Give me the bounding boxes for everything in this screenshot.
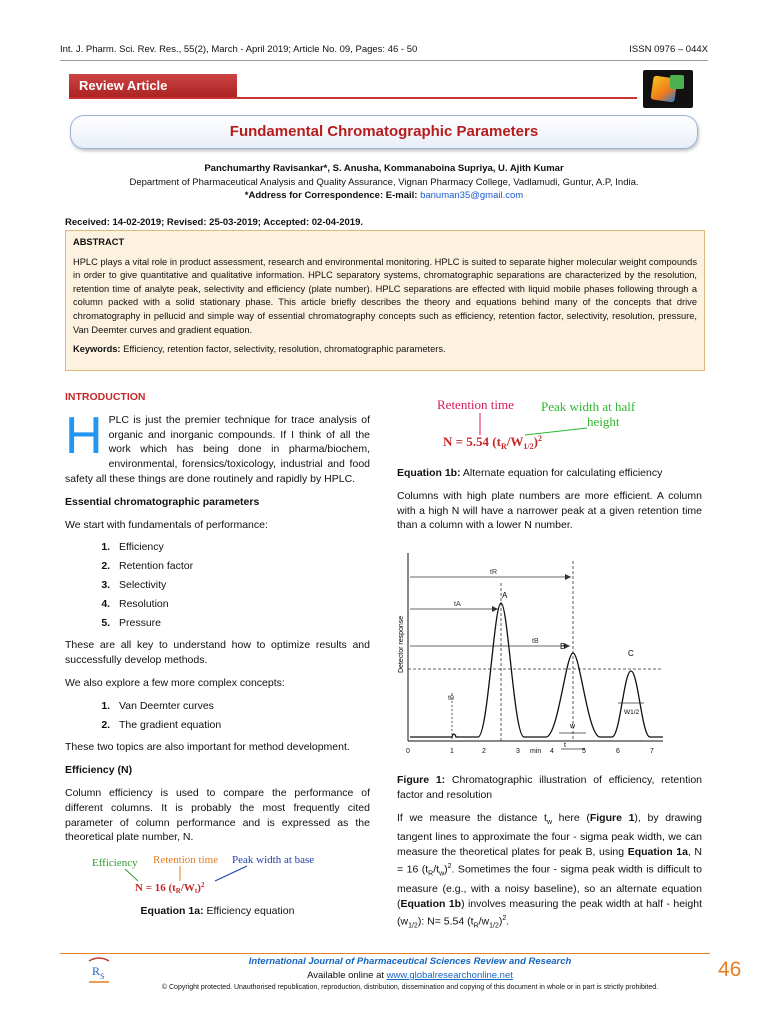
keywords-text: Efficiency, retention factor, selectivity, resolution, chromatographic parameters.: [123, 344, 446, 355]
eq1b-retention-label: Retention time: [437, 397, 514, 412]
peak-c-label: C: [628, 649, 634, 658]
peak-b-label: B: [560, 642, 566, 651]
page-number: 46: [718, 958, 742, 981]
eq1b-caption-label: Equation 1b:: [397, 467, 461, 479]
keywords: [73, 343, 697, 357]
complex-list-item: 1. Van Deemter curves: [113, 699, 370, 714]
equation-1b-figure: [397, 393, 702, 455]
eq1a-formula: N = 16 $(tR/Wt)^2$: [135, 881, 205, 896]
right-column-bottom: [397, 773, 702, 942]
footer-divider-left: [60, 953, 240, 954]
measure-t9: /w: [478, 915, 490, 928]
rs-logo-icon: [86, 955, 112, 985]
footer-divider-right: [240, 953, 710, 954]
measure-t7: ) involves measuring the peak width at half - height (w: [397, 898, 702, 928]
xtick-min: min: [530, 748, 542, 755]
journal-url-link[interactable]: www.globalresearchonline.net: [386, 970, 513, 981]
eq1a-peak-label: Peak width at base: [232, 854, 315, 867]
measure-t1: If we measure the distance t: [397, 811, 547, 824]
equation-1a-figure: [65, 853, 370, 901]
dates-text: Received: 14-02-2019; Revised: 25-03-2019; Accepted: 02-04-2019.: [65, 217, 364, 228]
xtick-4: 4: [550, 748, 554, 755]
performance-list: [65, 540, 370, 630]
article-dates: [65, 217, 363, 228]
complex-list-item: 2. The gradient equation: [113, 718, 370, 733]
measure-t2: here (: [552, 811, 590, 824]
fig-tr-label: tR: [490, 569, 497, 576]
affiliation: Department of Pharmaceutical Analysis and Quality Assurance, Vignan Pharmacy College, Vadlamudi, Guntur, A.P, India.: [129, 177, 639, 188]
correspondence: [60, 190, 708, 201]
key-text: These are all key to understand how to optimize results and successfully develop methods.: [65, 639, 370, 667]
citation: Int. J. Pharm. Sci. Rev. Res., 55(2), March - April 2019; Article No. 09, Pages: 46 - 50: [60, 44, 418, 55]
measure-eq1b-ref: Equation 1b: [400, 898, 462, 911]
start-text: We start with fundamentals of performance:: [65, 518, 268, 531]
fig-wh-label: W1/2: [624, 709, 640, 716]
measure-paragraph: If we measure the distance $t_w$ here (Figure 1), by drawing tangent lines to approximate the four - sigma peak width, we can measure the theoretical plates for peak B, using Equation 1a, N = 16 $(t_R/t_w)^2$. Sometimes the four - sigma peak width is difficult to measure (e.g., with a noisy baseline), so an alternate equation (Equation 1b) involves measuring the peak width at half - height $(w_{1/2})$: N= 5.54 $(t_R/w_{1/2})^2$.: [397, 811, 703, 930]
measure-t4: , N = 16 (t: [397, 846, 703, 876]
xtick-1: 1: [450, 748, 454, 755]
performance-list-item: 5. Pressure: [113, 616, 370, 631]
journal-logo-icon: [643, 70, 693, 108]
xtick-5: 5: [582, 748, 586, 755]
authors: Panchumarthy Ravisankar*, S. Anusha, Kommanaboina Supriya, U. Ajith Kumar: [204, 163, 564, 174]
xtick-3: 3: [516, 748, 520, 755]
figure-caption-text: Chromatographic illustration of efficiency, retention factor and resolution: [397, 774, 703, 801]
explore-text: We also explore a few more complex concepts:: [65, 676, 285, 689]
dropcap: H: [65, 406, 103, 465]
eq1a-caption-label: Equation 1a:: [140, 905, 204, 918]
article-type-underline: [69, 97, 637, 99]
measure-t5: /t: [433, 863, 440, 876]
performance-list-item: 4. Resolution: [113, 597, 370, 612]
measure-t8: ): N= 5.54 (t: [417, 915, 474, 928]
eq1b-caption: [397, 466, 702, 481]
abstract-box: [65, 230, 705, 371]
eq1b-caption-text: Alternate equation for calculating efficiency: [460, 467, 663, 479]
efficiency-text: Column efficiency is used to compare the performance of different columns. It is probably the most frequently cited parameter of column performance and is expressed as the theoretical plate number, N.: [65, 786, 370, 844]
xtick-2: 2: [482, 748, 486, 755]
header-divider: [60, 60, 708, 61]
eq1b-peak-label-2: height: [587, 414, 620, 429]
eq1b-formula: N = 5.54 $(t_R/W_{1/2})^2$: [443, 434, 542, 451]
fig-ta-label: tA: [454, 601, 461, 608]
figure-caption-label: Figure 1:: [397, 774, 446, 786]
intro-text: PLC is just the premier technique for trace analysis of organic and inorganic compounds. If I think of all the work which has being done in pharma/biochem, environmental, forensics/toxicology, industrial and food safety all these things are done routinely and rapidly by HPLC.: [65, 413, 370, 485]
figure-caption: [397, 773, 702, 803]
measure-eq1a-ref: Equation 1a: [627, 846, 688, 859]
journal-name: International Journal of Pharmaceutical Sciences Review and Research: [248, 956, 572, 967]
topics-text: These two topics are also important for method development.: [65, 741, 350, 754]
svg-text:R: R: [92, 964, 101, 978]
performance-list-item: 2. Retention factor: [113, 559, 370, 574]
eq1a-caption-text: Efficiency equation: [203, 905, 295, 918]
article-title: Fundamental Chromatographic Parameters: [70, 115, 698, 149]
eq1a-caption: [65, 904, 370, 919]
fig-t-label: t: [564, 742, 566, 749]
correspondence-label: *Address for Correspondence: E-mail:: [244, 190, 421, 201]
left-column: [65, 390, 370, 927]
keywords-label: Keywords:: [73, 344, 124, 355]
eq1b-peak-label-1: Peak width at half: [541, 399, 636, 414]
right-column-top: [397, 466, 702, 541]
columns-text: Columns with high plate numbers are more efficient. A column with a high N will have a narrower peak at a given retention time than a column with a lower N number.: [397, 489, 702, 532]
article-type-badge: Review Article: [69, 74, 237, 98]
available-online: [240, 970, 580, 981]
fig-ylabel: Detector response: [398, 615, 405, 673]
xtick-0: 0: [406, 748, 410, 755]
intro-paragraph: [65, 406, 370, 487]
available-text: Available online at: [307, 970, 387, 981]
running-header: [60, 44, 708, 55]
performance-list-item: 1. Efficiency: [113, 540, 370, 555]
fig-t0-label: t0: [448, 695, 454, 702]
eq1a-retention-label: Retention time: [153, 854, 219, 867]
essential-heading: Essential chromatographic parameters: [65, 495, 260, 508]
chromatogram-figure: [398, 553, 666, 763]
complex-list: [65, 699, 370, 733]
abstract-text: HPLC plays a vital role in product assessment, research and environmental monitoring. HPLC is suited to separate higher molecular weight compounds in order to give quantitative and qualitative information. HPLC separatory systems, chromatographic separations are characterized by the resolution, retention time of analyte peak, selectivity and efficiency (plate number). HPLC separations are effected with liquid mobile phases following through a column packed with a solid stationary phase. This article briefly describes the theory and equations behind many of the concepts that drive chromatography in pellucid and simple way of essential chromatography concepts such as efficiency, retention factor, selectivity, resolution, pressure, Van Deemter curves and gradient equation.: [73, 256, 697, 335]
svg-text:S: S: [100, 972, 105, 981]
fig-tb-label: tB: [532, 638, 539, 645]
measure-t3: ), by drawing tangent lines to approximate the four - sigma peak width, we can measure the theoretical plates for peak B, using: [397, 811, 702, 859]
performance-list-item: 3. Selectivity: [113, 578, 370, 593]
copyright-notice: © Copyright protected. Unauthorised republication, reproduction, distribution, dissemination and copying of this document in whole or in part is strictly prohibited.: [161, 984, 659, 991]
correspondence-email[interactable]: banuman35@gmail.com: [420, 190, 524, 201]
measure-fig-ref: Figure 1: [589, 811, 635, 824]
efficiency-heading: Efficiency (N): [65, 764, 133, 777]
measure-t6: . Sometimes the four - sigma peak width is difficult to measure (e.g., with a noisy baseline), so an alternate equation (: [397, 863, 702, 911]
fig-w-label: w: [570, 723, 576, 730]
xtick-6: 6: [616, 748, 620, 755]
peak-a-label: A: [502, 591, 508, 600]
eq1a-efficiency-label: Efficiency: [92, 857, 138, 870]
xtick-7: 7: [650, 748, 654, 755]
introduction-heading: INTRODUCTION: [65, 391, 146, 403]
abstract-heading: ABSTRACT: [73, 237, 125, 247]
issn: ISSN 0976 – 044X: [629, 44, 708, 55]
